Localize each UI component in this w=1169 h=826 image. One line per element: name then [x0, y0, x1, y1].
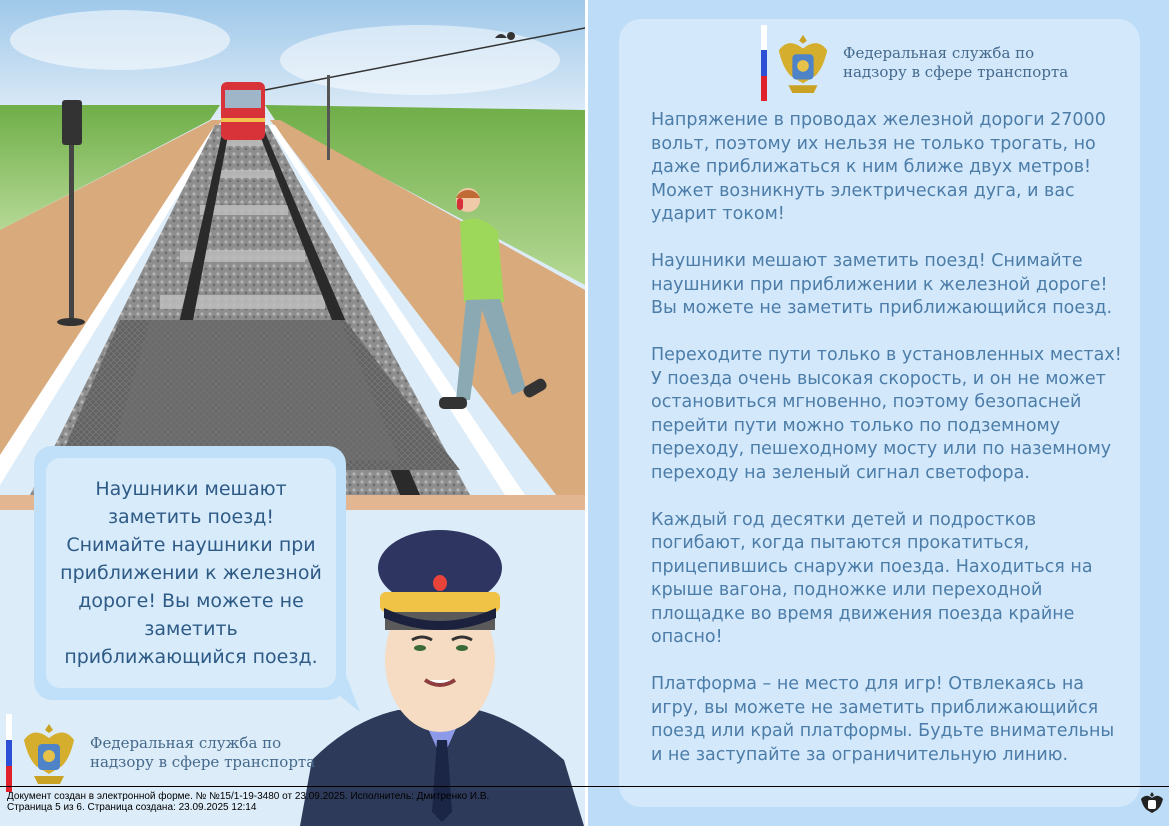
agency-brand-right — [761, 25, 1068, 101]
agency-name-line2: надзору в сфере транспорта — [843, 63, 1069, 81]
footer-line2: Страница 5 из 6. Страница создана: 23.09.2025 12:14 — [7, 802, 257, 813]
paragraph-crossing: Переходите пути только в установленных местах! У поезда очень высокая скорость, и он не может остановиться мгновенно, поэтому безопасней перейти пути можно только по подземному переходу, пешеходному мосту или по наземному переходу на зеленый сигнал светофора. — [651, 345, 1122, 483]
agency-name — [90, 734, 315, 772]
paragraph-voltage: Напряжение в проводах железной дороги 27000 вольт, поэтому их нельзя не только трогать, но даже приближаться к ним ближе двух метров! Может возникнуть электрическая дуга, и вас ударит током! — [651, 110, 1106, 224]
paragraph-headphones: Наушники мешают заметить поезд! Снимайте наушники при приближении к железной дороге! Вы можете не заметить приближающийся поезд. — [651, 251, 1113, 318]
speech-bubble-inner — [46, 458, 336, 688]
footer-divider — [0, 786, 1169, 787]
footer-line1: Документ создан в электронной форме. № №15/1-19-3480 от 23.09.2025. Исполнитель: Дмитренко И.В. — [7, 791, 490, 802]
agency-name-line1: Федеральная служба по — [90, 734, 282, 752]
russian-flag-stripe — [6, 714, 12, 792]
paragraph-platform: Платформа – не место для игр! Отвлекаясь на игру, вы можете не заметить приближающийся поезд или край платформы. Будьте внимательны и не заступайте за ограничительную линию. — [651, 674, 1115, 765]
agency-brand-left — [6, 714, 315, 792]
info-card — [619, 19, 1140, 807]
agency-name-line1: Федеральная служба по — [843, 44, 1035, 62]
document-footer — [7, 791, 489, 813]
agency-name-line2: надзору в сфере транспорта — [90, 753, 316, 771]
paragraph-train-surfing: Каждый год десятки детей и подростков погибают, когда пытаются прокатиться, прицепившись снаружи поезда. Находиться на крыше вагона, подножке или переходной площадке во время движения поезда крайне опасно! — [651, 509, 1093, 647]
coat-of-arms-icon — [1139, 790, 1165, 816]
coat-of-arms-icon — [773, 29, 833, 97]
russian-flag-stripe — [761, 25, 767, 101]
agency-name — [843, 44, 1068, 82]
safety-text — [651, 109, 1131, 791]
info-panel — [588, 0, 1169, 826]
coat-of-arms-icon — [18, 718, 80, 788]
speech-bubble-text: Наушники мешают заметить поезд! Снимайте наушники при приближении к железной дороге! Вы можете не заметить приближающийся поезд. — [60, 478, 322, 668]
